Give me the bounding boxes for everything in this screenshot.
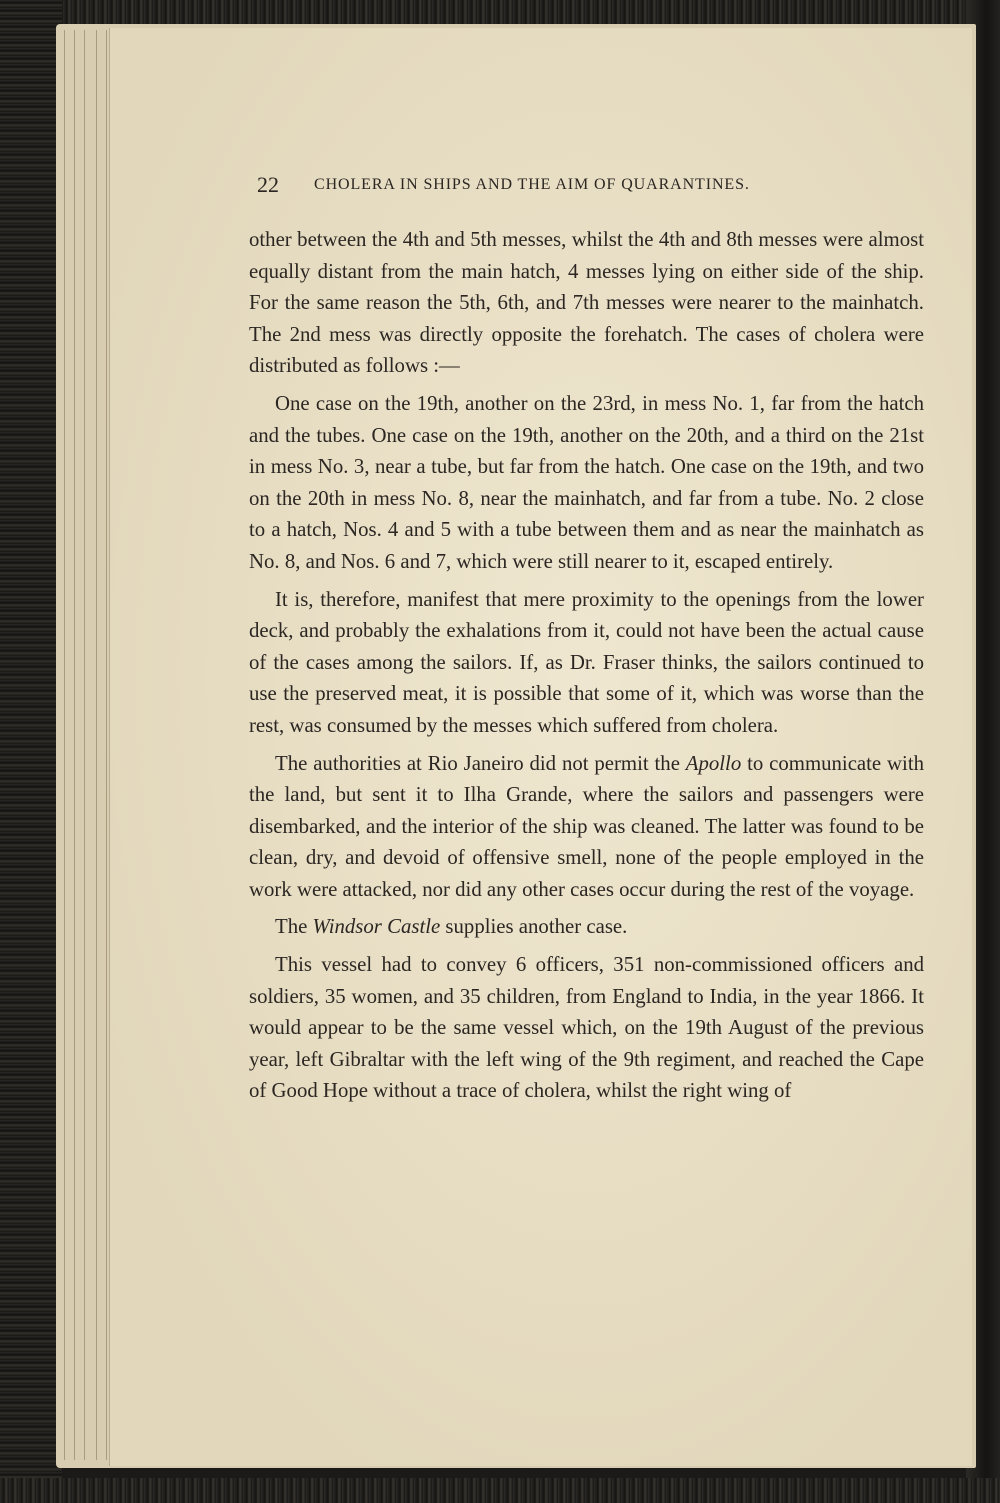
paragraph-text: The — [275, 915, 313, 939]
paragraph: It is, therefore, manifest that mere proximity to the openings from the lower deck, and probably the exhalations from it, could not have been the actual cause of the cases among the sailors. If, as Dr. Fraser thinks, the sailors continued to use the preserved meat, it is possible that some of it, which was worse than the rest, was consumed by the messes which suffered from cholera. — [249, 587, 924, 737]
page-edge-line — [84, 30, 85, 1460]
paragraph-text: to communicate with the land, but sent it to Ilha Grande, where the sailors and passengers were disembarked, and the interior of the ship was cleaned. The latter was found to be clean, dry, and devoid of offensive smell, none of the people employed in the work were attacked, nor did any other cases occur during the rest of the voyage. — [249, 751, 924, 901]
page-edge-line — [64, 30, 65, 1460]
book-cover-bottom-edge — [0, 1478, 1000, 1503]
page-edge-line — [96, 30, 97, 1460]
running-title: CHOLERA IN SHIPS AND THE AIM OF QUARANTINES. — [314, 176, 750, 193]
paragraph — [249, 748, 924, 906]
paragraph: One case on the 19th, another on the 23rd, in mess No. 1, far from the hatch and the tubes. One case on the 19th, another on the 20th, and a third on the 21st in mess No. 3, near a tube, but far from the hatch. One case on the 19th, and two on the 20th in mess No. 8, near the mainhatch, and far from a tube. No. 2 close to a hatch, Nos. 4 and 5 with a tube between them and as near the mainhatch as No. 8, and Nos. 6 and 7, which were still nearer to it, escaped entirely. — [249, 391, 924, 573]
page-edge-line — [106, 30, 107, 1460]
paragraph-text: The authorities at Rio Janeiro did not permit the — [275, 751, 686, 775]
paragraph: other between the 4th and 5th messes, whilst the 4th and 8th messes were almost equally distant from the main hatch, 4 messes lying on either side of the ship. For the same reason the 5th, 6th, and 7th messes were nearer to the mainhatch. The 2nd mess was directly opposite the forehatch. The cases of cholera were distributed as follows :— — [249, 228, 924, 378]
paragraph-text: supplies another case. — [440, 915, 628, 939]
page-number: 22 — [257, 172, 279, 197]
ship-name-windsor-castle: Windsor Castle — [312, 915, 441, 939]
ship-name-apollo: Apollo — [685, 751, 742, 775]
paragraph — [249, 911, 924, 943]
book-cover-left-edge — [0, 0, 62, 1503]
book-cover-top-edge — [0, 0, 1000, 24]
body-text — [249, 224, 924, 1113]
paragraph: This vessel had to convey 6 officers, 351 non-commissioned officers and soldiers, 35 women, and 35 children, from England to India, in the year 1866. It would appear to be the same vessel which, on the 19th August of the previous year, left Gibraltar with the left wing of the 9th regiment, and reached the Cape of Good Hope without a trace of cholera, whilst the right wing of — [249, 953, 924, 1103]
page-header — [257, 172, 867, 202]
page-edge-line — [74, 30, 75, 1460]
